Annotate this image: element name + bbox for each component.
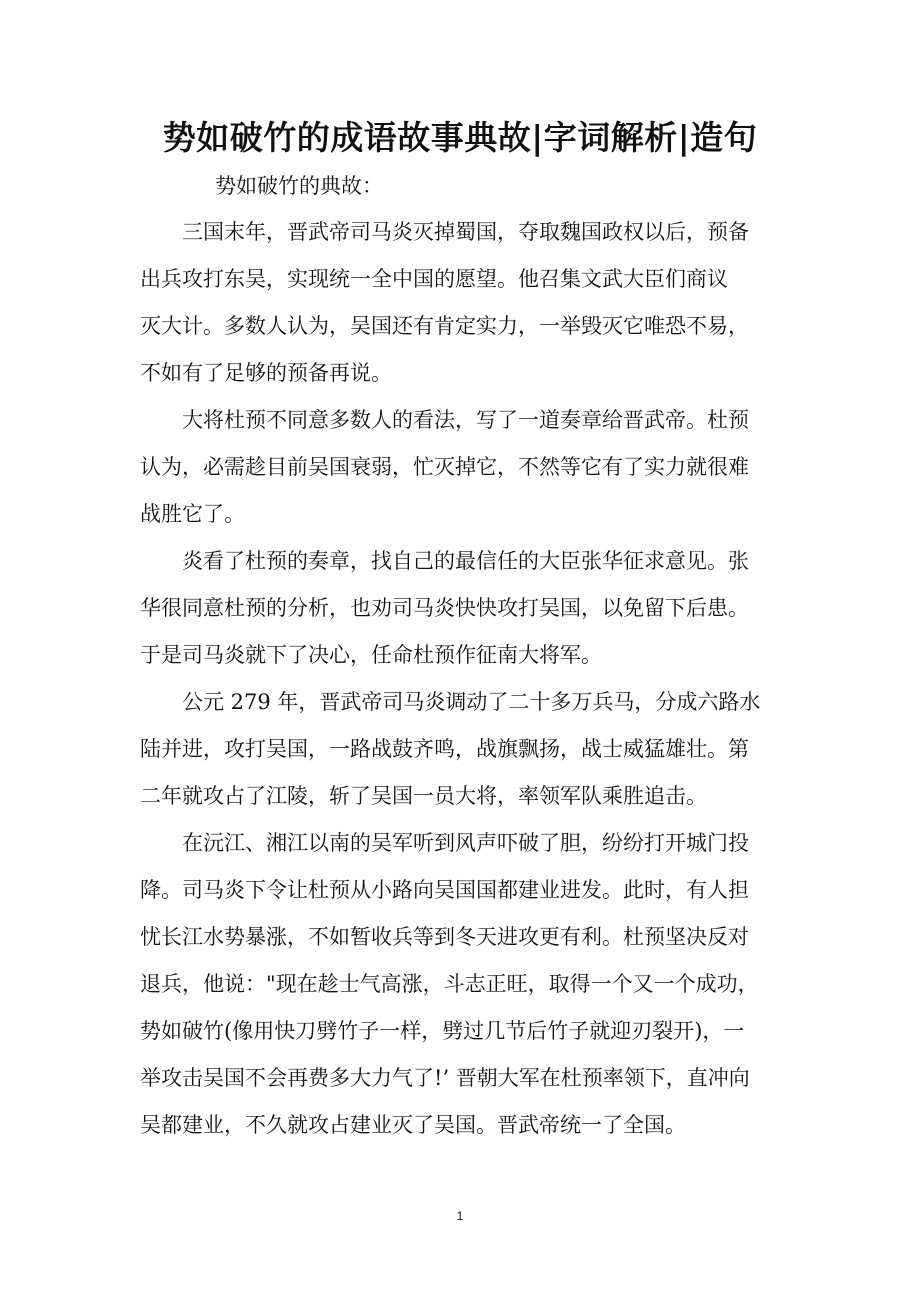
paragraph-line: 举攻击吴国不会再费多大力气了!’ 晋朝大军在杜预率领下，直冲向 bbox=[140, 1066, 750, 1090]
paragraph-line: 二年就攻占了江陵，斩了吴国一员大将，率领军队乘胜追击。 bbox=[140, 784, 707, 808]
paragraph-line: 华很同意杜预的分析，也劝司马炎快快攻打吴国，以免留下后患。 bbox=[140, 596, 749, 620]
paragraph-line: 势如破竹(像用快刀劈竹子一样，劈过几节后竹子就迎刃裂开)，一 bbox=[140, 1019, 745, 1043]
paragraph-line: 在沅江、湘江以南的吴军听到风声吓破了胆，纷纷打开城门投 bbox=[182, 831, 749, 855]
paragraph-line: 忧长江水势暴涨，不如暂收兵等到冬天进攻更有利。杜预坚决反对 bbox=[140, 925, 749, 949]
section-subtitle: 势如破竹的典故： bbox=[215, 174, 383, 198]
page-number: 1 bbox=[456, 1209, 464, 1223]
paragraph-line: 大将杜预不同意多数人的看法，写了一道奏章给晋武帝。杜预 bbox=[182, 408, 749, 432]
document-title: 势如破竹的成语故事典故|字词解析|造句 bbox=[162, 118, 758, 157]
paragraph-line: 灭大计。多数人认为，吴国还有肯定实力，一举毁灭它唯恐不易， bbox=[140, 314, 749, 338]
paragraph-line: 退兵，他说："现在趁士气高涨，斗志正旺，取得一个又一个成功， bbox=[140, 972, 759, 996]
paragraph-line: 认为，必需趁目前吴国衰弱，忙灭掉它，不然等它有了实力就很难 bbox=[140, 455, 749, 479]
paragraph-line: 公元 279 年，晋武帝司马炎调动了二十多万兵马，分成六路水 bbox=[182, 690, 761, 714]
paragraph-line: 于是司马炎就下了决心，任命杜预作征南大将军。 bbox=[140, 643, 602, 667]
paragraph-line: 出兵攻打东吴，实现统一全中国的愿望。他召集文武大臣们商议 bbox=[140, 267, 728, 291]
paragraph-line: 炎看了杜预的奏章，找自己的最信任的大臣张华征求意见。张 bbox=[182, 549, 749, 573]
paragraph-line: 三国末年，晋武帝司马炎灭掉蜀国，夺取魏国政权以后，预备 bbox=[182, 220, 749, 244]
paragraph-line: 不如有了足够的预备再说。 bbox=[140, 361, 392, 385]
paragraph-line: 吴都建业，不久就攻占建业灭了吴国。晋武帝统一了全国。 bbox=[140, 1113, 686, 1137]
paragraph-line: 战胜它了。 bbox=[140, 502, 245, 526]
paragraph-line: 陆并进，攻打吴国，一路战鼓齐鸣，战旗飘扬，战士威猛雄壮。第 bbox=[140, 737, 749, 761]
paragraph-line: 降。司马炎下令让杜预从小路向吴国国都建业进发。此时，有人担 bbox=[140, 878, 749, 902]
